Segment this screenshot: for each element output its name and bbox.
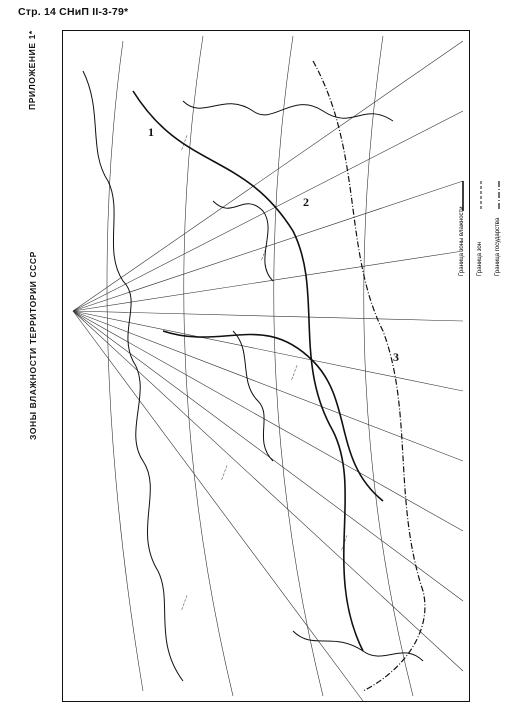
- region-labels: [179, 134, 350, 612]
- zone-numeral: 3: [393, 350, 399, 364]
- page-header: Стр. 14 СНиП II-3-79*: [18, 6, 129, 18]
- state-border: [313, 61, 425, 691]
- map-legend: [453, 171, 515, 281]
- appendix-label: ПРИЛОЖЕНИЕ 1*: [27, 30, 37, 110]
- coastline: [83, 71, 423, 681]
- zone-numeral: 2: [303, 195, 309, 209]
- graticule-meridians: [73, 41, 463, 701]
- zone-borders: [133, 91, 383, 651]
- legend-item: Граница зон: [477, 241, 483, 276]
- svg-text:∼∼∼∼: ∼∼∼∼: [179, 133, 191, 152]
- zone-numeral: 1: [148, 125, 154, 139]
- svg-text:∼∼∼∼: ∼∼∼∼: [179, 593, 191, 612]
- svg-text:∼∼∼∼: ∼∼∼∼: [219, 463, 231, 482]
- humidity-zone-map: [62, 30, 501, 702]
- svg-text:∼∼∼∼: ∼∼∼∼: [339, 533, 351, 552]
- svg-text:∼∼∼∼: ∼∼∼∼: [259, 243, 271, 262]
- map-title: ЗОНЫ ВЛАЖНОСТИ ТЕРРИТОРИИ СССР: [28, 251, 38, 440]
- legend-item: Граница зоны влажности: [459, 206, 465, 276]
- map-drawing: [63, 31, 469, 701]
- svg-text:∼∼∼∼: ∼∼∼∼: [289, 363, 301, 382]
- legend-item: Граница государства: [495, 217, 501, 276]
